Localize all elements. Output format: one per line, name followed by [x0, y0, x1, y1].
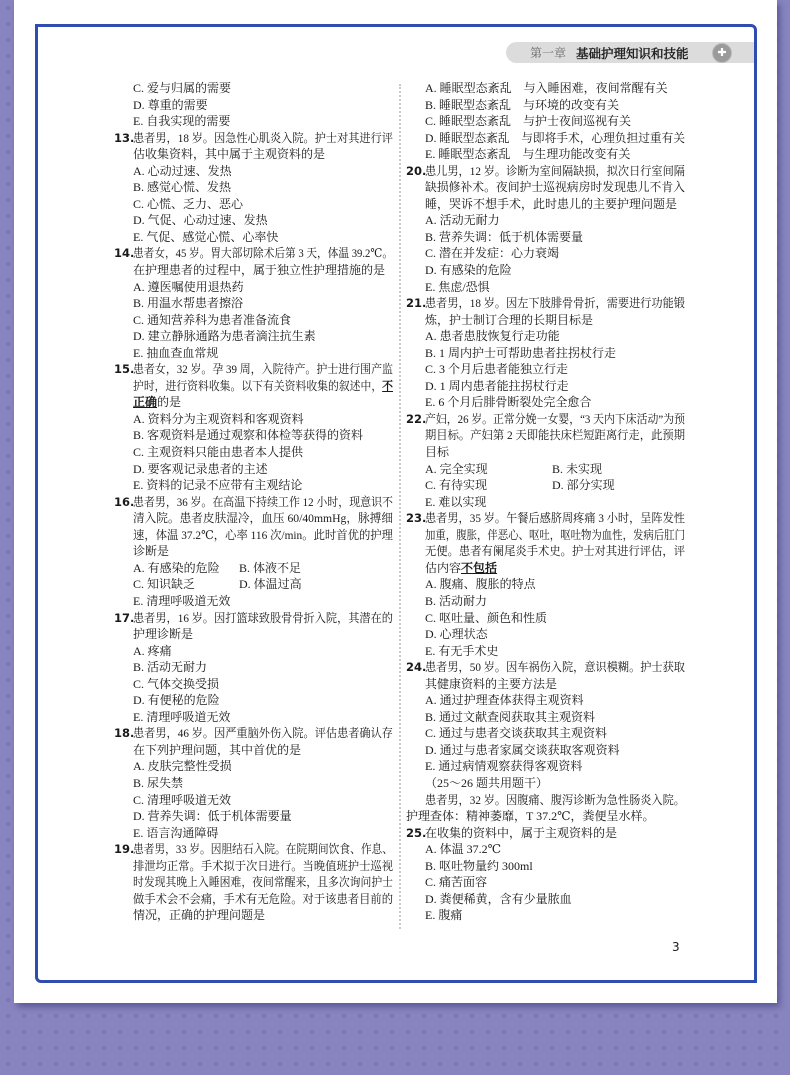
answer-option: C. 痛苦面容	[425, 875, 488, 890]
text-line	[406, 477, 688, 494]
answer-option: B. 未实现	[552, 461, 603, 476]
answer-option: A. 体温 37.2℃	[425, 842, 502, 857]
answer-option: D. 有感染的危险	[425, 263, 512, 278]
stem-text: 睡，哭诉不想手术，此时患儿的主要护理问题是	[425, 196, 678, 211]
stem-emphasis: 正确	[133, 395, 158, 410]
text-line	[114, 825, 396, 842]
answer-option: D. 要客观记录患者的主述	[133, 461, 268, 476]
answer-option: A. 遵医嘱使用退热药	[133, 279, 244, 294]
answer-option: C. 清理呼吸道无效	[133, 792, 232, 807]
question-number: 13.	[114, 130, 135, 145]
question-stem	[133, 858, 393, 875]
text-line	[406, 394, 688, 411]
stem-text: 产妇，26 岁。正常分娩一女婴，“3 天内下床活动”为预	[425, 411, 685, 426]
answer-option: C. 潜在并发症：心力衰竭	[425, 246, 560, 261]
stem-text: 无便。患者有阑尾炎手术史。护士对其进行评估，评	[425, 544, 686, 559]
text-line	[114, 907, 396, 924]
text-line	[114, 610, 396, 627]
question-stem	[425, 825, 617, 842]
text-line	[406, 792, 688, 809]
question-stem	[425, 527, 685, 544]
text-line	[406, 775, 688, 792]
question-stem	[425, 196, 677, 213]
answer-option: A. 患者患肢恢复行走功能	[425, 329, 560, 344]
text-line	[406, 130, 688, 147]
text-line	[114, 676, 396, 693]
text-line	[114, 560, 396, 577]
question-stem	[425, 444, 449, 461]
text-line	[114, 709, 396, 726]
text-line	[114, 841, 396, 858]
question-stem	[133, 527, 393, 544]
stem-text: 加重，腹胀，伴恶心、呕吐，呕吐物为血性，发病后肛门	[425, 527, 685, 542]
answer-option: A. 心动过速、发热	[133, 163, 232, 178]
question-stem	[425, 543, 685, 560]
text-line	[406, 146, 688, 163]
question-number: 18.	[114, 726, 135, 741]
answer-option: C. 爱与归属的需要	[133, 81, 232, 95]
question-stem	[425, 179, 685, 196]
text-line	[406, 245, 688, 262]
shared-stem-text: 护理查体：精神萎靡，T 37.2℃，粪便呈水样。	[406, 809, 655, 824]
answer-option: D. 粪便稀黄，含有少量脓血	[425, 891, 572, 906]
text-line	[406, 874, 688, 891]
stem-text: 缺损修补术。夜间护士巡视病房时发现患儿不肯入	[425, 180, 686, 195]
answer-option: B. 尿失禁	[133, 775, 184, 790]
question-stem	[425, 312, 593, 329]
stem-text: 速，体温 37.2℃，心率 116 次/min。此时首优的护理	[133, 527, 393, 542]
text-line	[406, 808, 688, 825]
answer-option: B. 呕吐物量约 300ml	[425, 858, 533, 873]
answer-option: B. 感觉心慌、发热	[133, 180, 232, 195]
answer-option: E. 腹痛	[425, 908, 463, 923]
answer-option: D. 气促、心动过速、发热	[133, 213, 268, 228]
question-number: 23.	[406, 511, 427, 526]
answer-option: B. 客观资料是通过观察和体检等获得的资料	[133, 428, 364, 443]
stem-text: 患者男，16 岁。因打篮球致股骨骨折入院，其潜在的	[133, 610, 393, 625]
text-line	[406, 676, 688, 693]
text-line	[406, 692, 688, 709]
stem-text: 其健康资料的主要方法是	[425, 676, 558, 691]
text-line	[114, 113, 396, 130]
text-line	[114, 659, 396, 676]
text-line	[406, 742, 688, 759]
text-line	[406, 229, 688, 246]
text-line	[114, 394, 396, 411]
text-line	[406, 560, 688, 577]
answer-option: E. 气促、感觉心慌、心率快	[133, 229, 279, 244]
text-line	[114, 510, 396, 527]
text-line	[406, 527, 688, 544]
text-line	[114, 130, 396, 147]
text-line	[114, 494, 396, 511]
text-line	[114, 626, 396, 643]
chapter-title: 基础护理知识和技能	[576, 46, 689, 61]
stem-emphasis: 不	[382, 378, 394, 393]
question-stem	[133, 725, 393, 742]
question-stem	[133, 891, 393, 908]
text-line	[114, 345, 396, 362]
text-line	[406, 113, 688, 130]
stem-text: 估内容	[425, 560, 462, 575]
answer-option: B. 1 周内护士可帮助患者拄拐杖行走	[425, 345, 617, 360]
text-line	[114, 229, 396, 246]
answer-option: B. 活动无耐力	[133, 660, 208, 675]
answer-option: A. 通过护理查体获得主观资料	[425, 693, 584, 708]
stem-text: 患者男，50 岁。因车祸伤入院，意识模糊。护士获取	[425, 660, 685, 675]
question-stem	[133, 742, 301, 759]
answer-option: B. 用温水帮患者擦浴	[133, 296, 244, 311]
stem-text: 排泄均正常。手术拟于次日进行。当晚值班护士巡视	[133, 858, 394, 873]
answer-option: E. 自我实现的需要	[133, 114, 231, 129]
answer-option: A. 资料分为主观资料和客观资料	[133, 411, 304, 426]
question-number: 22.	[406, 411, 427, 426]
question-stem	[133, 245, 393, 262]
text-line	[406, 758, 688, 775]
text-line	[406, 312, 688, 329]
answer-option: C. 主观资料只能由患者本人提供	[133, 445, 304, 460]
answer-option: E. 清理呼吸道无效	[133, 709, 231, 724]
question-stem	[133, 874, 393, 891]
stem-text: 患者女，32 岁。孕 39 周，入院待产。护士进行围产监	[133, 362, 393, 377]
answer-option: D. 有便秘的危险	[133, 693, 220, 708]
nurse-cap-icon: ✚	[712, 43, 732, 63]
text-line	[406, 179, 688, 196]
answer-option: B. 营养失调：低于机体需要量	[425, 229, 584, 244]
stem-text: 患者女，45 岁。胃大部切除术后第 3 天，体温 39.2℃。	[133, 246, 394, 261]
question-number: 20.	[406, 163, 427, 178]
text-line	[114, 874, 396, 891]
text-line	[406, 510, 688, 527]
text-line	[406, 709, 688, 726]
stem-text: 的是	[157, 395, 182, 410]
question-stem	[133, 841, 393, 858]
stem-text: 患者男，35 岁。午餐后感脐周疼痛 3 小时，呈阵发性	[425, 511, 685, 526]
answer-option: E. 通过病情观察获得客观资料	[425, 759, 583, 774]
stem-text: 护时，进行资料收集。以下有关资料收集的叙述中，	[133, 378, 383, 393]
answer-option: D. 心理状态	[425, 627, 488, 642]
left-column	[114, 80, 396, 924]
answer-option: D. 睡眠型态紊乱 与即将手术，心理负担过重有关	[425, 130, 686, 145]
text-line	[114, 295, 396, 312]
answer-option: D. 建立静脉通路为患者滴注抗生素	[133, 329, 316, 344]
text-line	[406, 97, 688, 114]
text-line	[114, 163, 396, 180]
answer-option: C. 知识缺乏	[133, 577, 196, 592]
stem-text: 在护理患者的过程中，属于独立性护理措施的是	[133, 263, 386, 278]
stem-text: 期目标。产妇第 2 天即能扶床栏短距离行走，此预期	[425, 428, 686, 443]
question-stem	[133, 262, 385, 279]
question-number: 17.	[114, 610, 135, 625]
text-line	[406, 444, 688, 461]
text-line	[114, 527, 396, 544]
text-line	[114, 477, 396, 494]
stem-text: 患者男，33 岁。因胆结石入院。在院期间饮食、作息、	[133, 842, 393, 857]
text-line	[114, 328, 396, 345]
answer-option: D. 体温过高	[239, 577, 302, 592]
text-line	[406, 891, 688, 908]
question-stem	[425, 411, 685, 428]
answer-option: C. 心慌、乏力、恶心	[133, 196, 244, 211]
text-line	[406, 626, 688, 643]
text-line	[406, 543, 688, 560]
question-stem	[133, 130, 393, 147]
question-stem	[133, 394, 181, 411]
text-line	[114, 411, 396, 428]
question-stem	[133, 610, 393, 627]
shared-stem-text: 患者男，32 岁。因腹痛、腹泻诊断为急性肠炎入院。	[425, 792, 685, 807]
answer-option: C. 通知营养科为患者准备流食	[133, 312, 292, 327]
text-line	[114, 80, 396, 97]
text-line	[406, 345, 688, 362]
text-line	[114, 891, 396, 908]
stem-text: 时发现其晚上入睡困难，夜间常醒来，且多次询问护士	[133, 875, 393, 890]
question-number: 19.	[114, 842, 135, 857]
text-line	[114, 245, 396, 262]
text-line	[114, 792, 396, 809]
stem-text: 估收集资料，其中属于主观资料的是	[133, 147, 326, 162]
text-line	[114, 643, 396, 660]
column-divider	[399, 84, 401, 929]
question-stem	[425, 560, 497, 577]
stem-text: 患儿男，12 岁。诊断为室间隔缺损，拟次日行室间隔	[425, 163, 685, 178]
answer-option: E. 睡眠型态紊乱 与生理功能改变有关	[425, 147, 631, 162]
text-line	[114, 775, 396, 792]
answer-option: D. 通过与患者家属交谈获取客观资料	[425, 742, 620, 757]
answer-option: A. 活动无耐力	[425, 213, 500, 228]
answer-option: C. 气体交换受损	[133, 676, 220, 691]
text-line	[114, 858, 396, 875]
text-line	[406, 494, 688, 511]
text-line	[406, 643, 688, 660]
answer-option: E. 资料的记录不应带有主观结论	[133, 478, 303, 493]
question-stem	[133, 361, 393, 378]
stem-text: 在收集的资料中，属于主观资料的是	[425, 825, 618, 840]
text-line	[114, 196, 396, 213]
question-number: 25.	[406, 825, 427, 840]
answer-option: D. 部分实现	[552, 478, 615, 493]
text-line	[114, 725, 396, 742]
text-line	[114, 179, 396, 196]
question-stem	[133, 907, 265, 924]
text-line	[406, 576, 688, 593]
answer-option: E. 有无手术史	[425, 643, 499, 658]
text-line	[114, 808, 396, 825]
question-stem	[425, 163, 685, 180]
text-line	[114, 212, 396, 229]
text-line	[114, 262, 396, 279]
text-line	[406, 907, 688, 924]
stem-text: 情况，正确的护理问题是	[133, 908, 266, 923]
text-line	[406, 610, 688, 627]
question-number: 15.	[114, 362, 135, 377]
answer-option: B. 体液不足	[239, 560, 302, 575]
text-line	[114, 742, 396, 759]
question-stem	[133, 146, 325, 163]
text-line	[406, 328, 688, 345]
text-line	[406, 378, 688, 395]
text-line	[406, 593, 688, 610]
answer-option: D. 尊重的需要	[133, 97, 208, 112]
answer-option: D. 1 周内患者能拄拐杖行走	[425, 378, 569, 393]
question-number: 14.	[114, 246, 135, 261]
text-line	[406, 725, 688, 742]
answer-option: A. 腹痛、腹胀的特点	[425, 577, 536, 592]
answer-option: E. 抽血查血常规	[133, 345, 219, 360]
stem-text: 炼，护士制订合理的长期目标是	[425, 312, 594, 327]
question-stem	[133, 494, 393, 511]
answer-option: A. 皮肤完整性受损	[133, 759, 232, 774]
stem-text: 在下列护理问题，其中首优的是	[133, 742, 302, 757]
text-line	[114, 312, 396, 329]
answer-option: B. 通过文献查阅获取其主观资料	[425, 709, 596, 724]
stem-text: 诊断是	[133, 544, 170, 559]
text-line	[114, 279, 396, 296]
answer-option: E. 清理呼吸道无效	[133, 593, 231, 608]
right-column	[406, 80, 688, 924]
text-line	[406, 361, 688, 378]
stem-text: 护理诊断是	[133, 627, 194, 642]
page-number: 3	[672, 940, 680, 954]
answer-option: C. 通过与患者交谈获取其主观资料	[425, 726, 608, 741]
text-line	[406, 279, 688, 296]
question-number: 24.	[406, 660, 427, 675]
answer-option: A. 完全实现	[425, 461, 488, 476]
text-line	[114, 576, 396, 593]
question-number: 21.	[406, 296, 427, 311]
stem-text: 患者男，36 岁。在高温下持续工作 12 小时，现意识不	[133, 494, 393, 509]
text-line	[406, 411, 688, 428]
stem-text: 患者男，18 岁。因左下肢腓骨骨折，需要进行功能锻	[425, 296, 685, 311]
question-stem	[133, 510, 393, 527]
answer-option: C. 有待实现	[425, 478, 488, 493]
answer-option: E. 焦虑/恐惧	[425, 279, 490, 294]
answer-option: C. 睡眠型态紊乱 与护士夜间巡视有关	[425, 114, 632, 129]
answer-option: E. 6 个月后腓骨断裂处完全愈合	[425, 395, 592, 410]
text-line	[114, 444, 396, 461]
text-line	[406, 461, 688, 478]
text-line	[406, 295, 688, 312]
answer-option: C. 呕吐量、颜色和性质	[425, 610, 548, 625]
text-line	[114, 97, 396, 114]
text-line	[114, 378, 396, 395]
question-stem	[133, 626, 193, 643]
stem-text: 做手术会不会痛，手术有无危险。对于该患者目前的	[133, 891, 394, 906]
answer-option: E. 难以实现	[425, 494, 487, 509]
answer-option: D. 营养失调：低于机体需要量	[133, 809, 292, 824]
text-line	[114, 758, 396, 775]
answer-option: E. 语言沟通障碍	[133, 825, 219, 840]
question-stem	[133, 543, 169, 560]
question-stem	[425, 295, 685, 312]
text-line	[406, 659, 688, 676]
text-line	[406, 841, 688, 858]
text-line	[406, 80, 688, 97]
text-line	[114, 461, 396, 478]
text-line	[114, 427, 396, 444]
answer-option: B. 睡眠型态紊乱 与环境的改变有关	[425, 97, 620, 112]
question-stem	[425, 659, 685, 676]
text-line	[406, 858, 688, 875]
text-line	[114, 543, 396, 560]
text-line	[406, 825, 688, 842]
answer-option: C. 3 个月后患者能独立行走	[425, 362, 569, 377]
text-line	[406, 262, 688, 279]
text-line	[406, 196, 688, 213]
text-line	[114, 361, 396, 378]
stem-text: 患者男，18 岁。因急性心肌炎入院。护士对其进行评	[133, 130, 393, 145]
question-stem	[133, 378, 393, 395]
stem-text: 清入院。患者皮肤湿冷，血压 60/40mmHg，脉搏细	[133, 511, 393, 526]
chapter-number: 第一章	[530, 46, 567, 60]
text-line	[114, 593, 396, 610]
stem-text: 目标	[425, 445, 450, 460]
answer-option: B. 活动耐力	[425, 593, 488, 608]
question-number: 16.	[114, 494, 135, 509]
text-line	[406, 163, 688, 180]
question-stem	[425, 510, 685, 527]
shared-stem-label: （25～26 题共用题干）	[425, 775, 549, 790]
question-stem	[425, 427, 685, 444]
stem-emphasis: 不包括	[461, 560, 498, 575]
text-line	[114, 146, 396, 163]
answer-option: A. 睡眠型态紊乱 与入睡困难，夜间常醒有关	[425, 81, 668, 95]
text-line	[114, 692, 396, 709]
answer-option: A. 有感染的危险	[133, 560, 220, 575]
text-line	[406, 212, 688, 229]
answer-option: A. 疼痛	[133, 643, 172, 658]
stem-text: 患者男，46 岁。因严重脑外伤入院。评估患者确认存	[133, 726, 393, 741]
question-stem	[425, 676, 557, 693]
text-line	[406, 427, 688, 444]
